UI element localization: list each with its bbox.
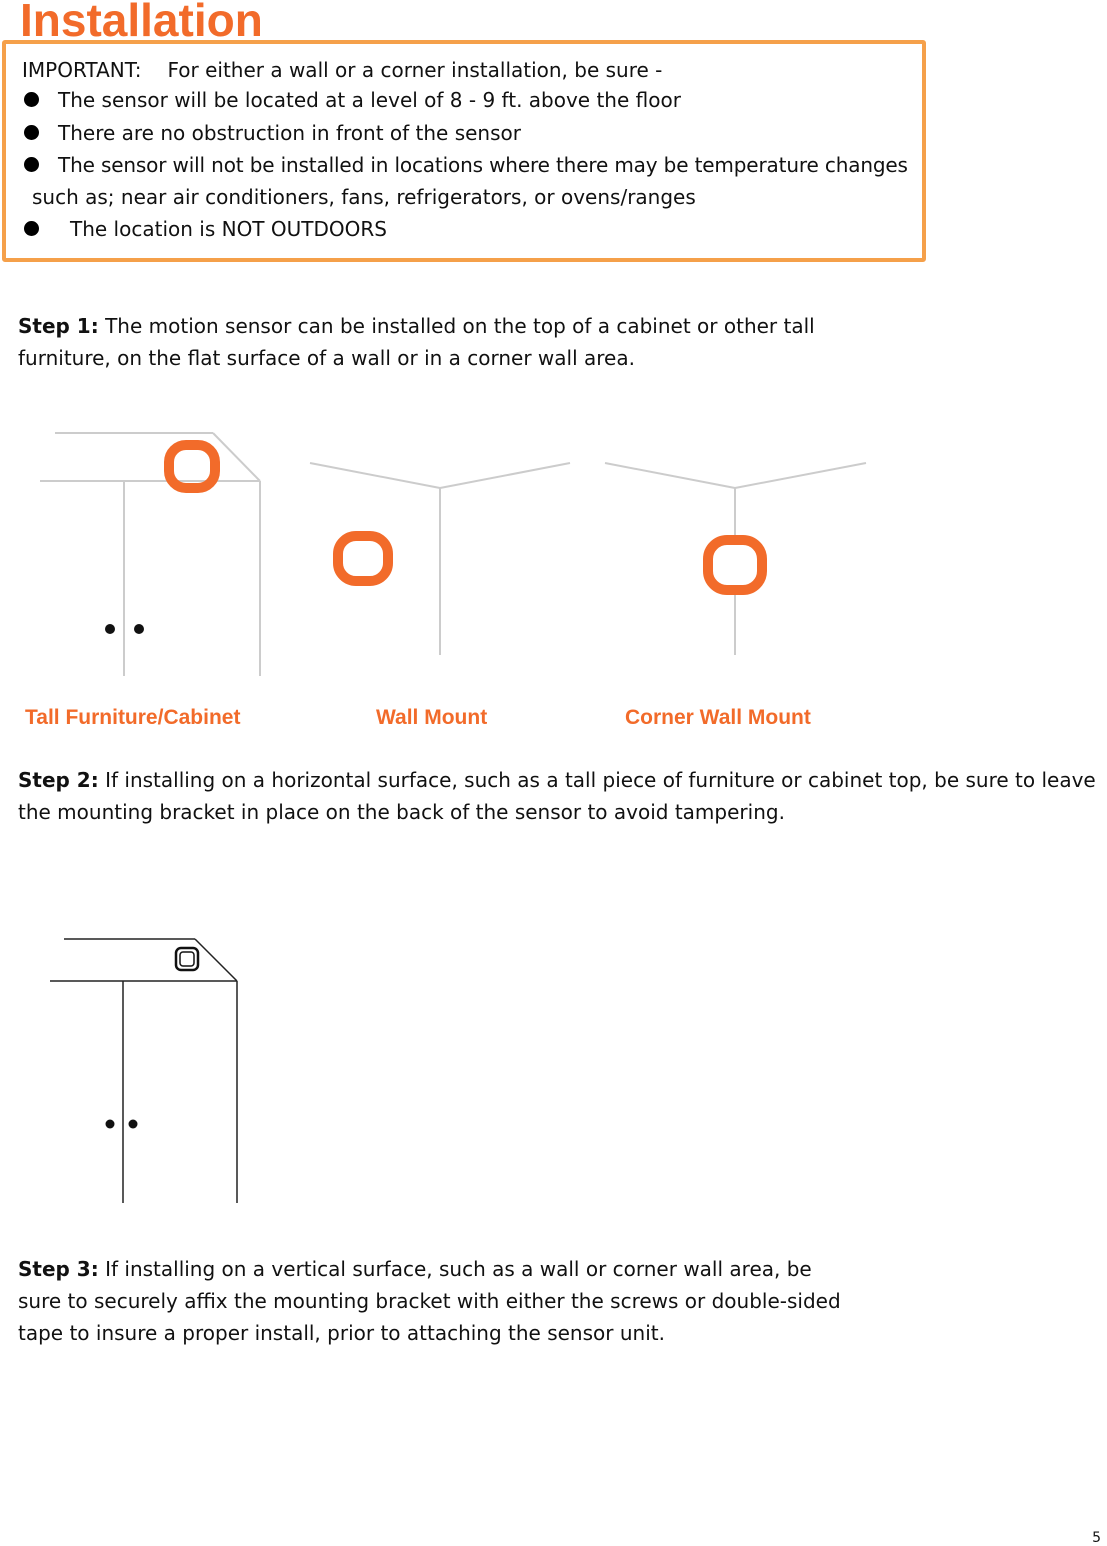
sensor-bracket-inner-icon [180, 952, 194, 966]
important-bullet-continuation: such as; near air conditioners, fans, refrigerators, or ovens/ranges [32, 185, 696, 209]
cabinet-knob-icon [134, 624, 144, 634]
step-1-line: The motion sensor can be installed on the top of a cabinet or other tall [105, 314, 815, 338]
step-3-line: If installing on a vertical surface, such as a wall or corner wall area, be [105, 1257, 812, 1281]
label-wall-mount: Wall Mount [376, 706, 488, 729]
important-bullet: The sensor will be located at a level of 8 - 9 ft. above the floor [58, 88, 681, 112]
page-title: Installation [20, 0, 263, 46]
step-3-line: sure to securely affix the mounting bracket with either the screws or double-sided [18, 1289, 841, 1313]
cabinet-knob-icon [106, 1120, 115, 1129]
important-bullet: There are no obstruction in front of the sensor [58, 121, 521, 145]
label-corner-wall-mount: Corner Wall Mount [625, 706, 811, 729]
sensor-icon [708, 540, 762, 590]
page-number: 5 [1092, 1530, 1101, 1546]
step-1-label: Step 1: [18, 314, 99, 338]
step-2-line: the mounting bracket in place on the back of the sensor to avoid tampering. [18, 800, 785, 824]
label-tall-furniture: Tall Furniture/Cabinet [25, 706, 241, 729]
important-bullet: The location is NOT OUTDOORS [70, 217, 387, 241]
cabinet-knob-icon [129, 1120, 138, 1129]
step-2 [18, 764, 1096, 828]
important-bullet: The sensor will not be installed in locations where there may be temperature changes [58, 153, 908, 177]
step-3 [18, 1253, 841, 1349]
step-1-line: furniture, on the flat surface of a wall or in a corner wall area. [18, 346, 635, 370]
sensor-icon [338, 536, 388, 581]
bracket-cabinet-diagram [50, 939, 237, 1203]
wall-mount-diagram [310, 463, 570, 655]
cabinet-diagram [40, 433, 260, 676]
important-heading: IMPORTANT: [22, 58, 142, 82]
step-3-label: Step 3: [18, 1257, 99, 1281]
corner-mount-diagram [605, 463, 866, 655]
important-intro-text: For either a wall or a corner installation, be sure - [167, 58, 663, 82]
step-2-label: Step 2: [18, 768, 99, 792]
cabinet-knob-icon [105, 624, 115, 634]
step-3-line: tape to insure a proper install, prior to attaching the sensor unit. [18, 1321, 665, 1345]
step-2-line: If installing on a horizontal surface, such as a tall piece of furniture or cabinet top, be sure to leave [105, 768, 1096, 792]
